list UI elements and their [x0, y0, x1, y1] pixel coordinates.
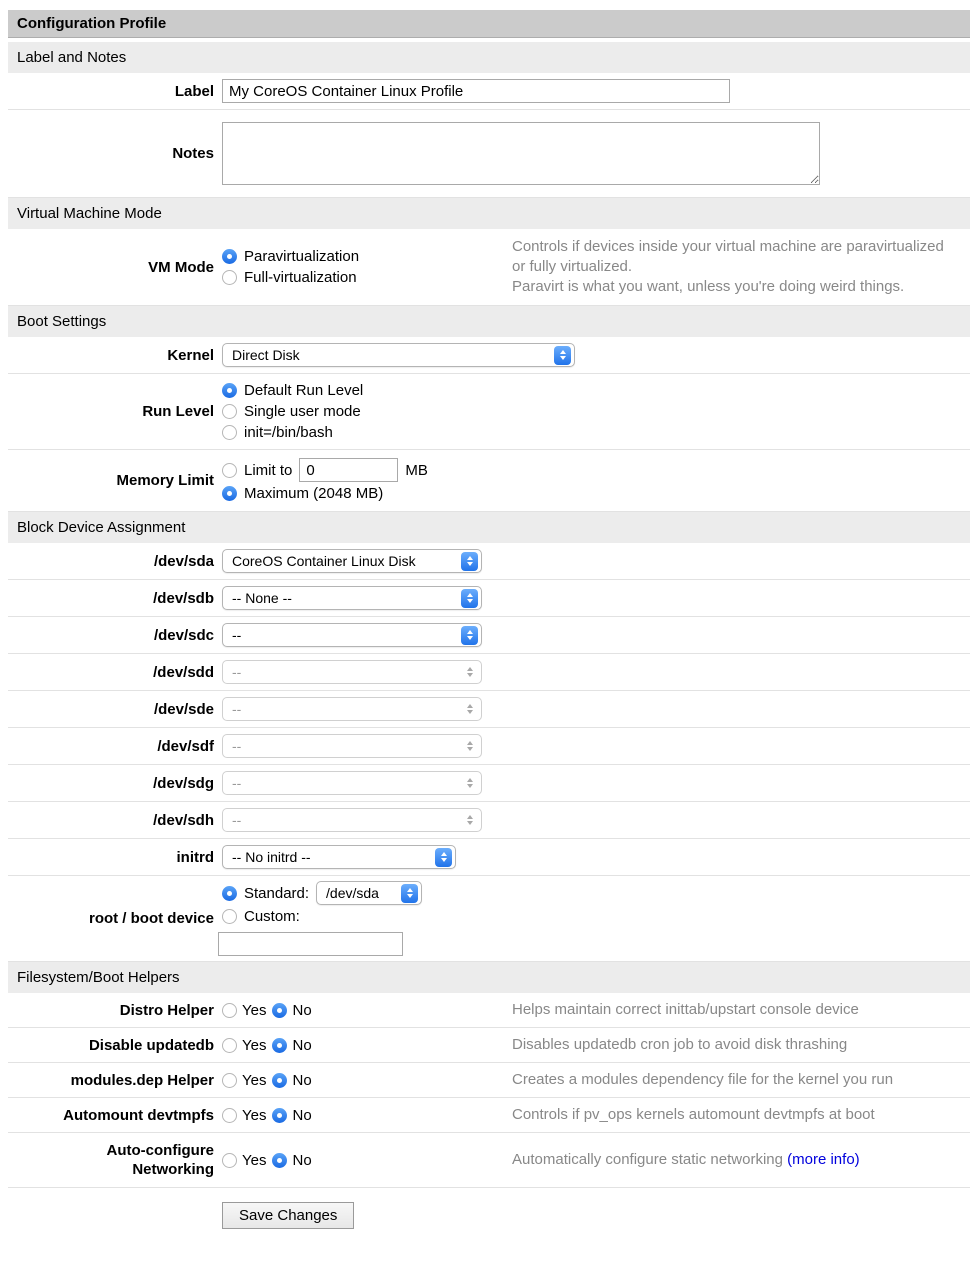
automount-devtmpfs-no[interactable] — [272, 1106, 311, 1125]
dev-sdh-control — [222, 808, 482, 832]
disable-updatedb-label: Disable updatedb — [88, 1036, 214, 1054]
option-label: Yes — [242, 1151, 267, 1169]
modules-dep-helper-radio-group — [222, 1071, 504, 1090]
memory-unit-label: MB — [405, 461, 428, 479]
dev-sde-select — [222, 697, 482, 721]
radio-icon — [222, 1038, 237, 1053]
option-label: No — [292, 1036, 312, 1054]
root-boot-option-standard — [222, 881, 422, 905]
help-text: Controls if devices inside your virtual machine are paravirtualized or fully virtualized. — [512, 238, 944, 275]
notes-row — [8, 110, 970, 198]
memory-limit-control — [222, 458, 428, 503]
radio-icon — [222, 404, 237, 419]
notes-control — [222, 122, 820, 185]
dev-sda-row — [8, 543, 970, 580]
option-label: No — [292, 1151, 312, 1169]
more-info-link[interactable]: (more info) — [787, 1151, 860, 1168]
memory-limit-option-maximum[interactable] — [222, 484, 428, 503]
radio-icon — [222, 270, 237, 285]
option-label: Yes — [242, 1001, 267, 1019]
page-title: Configuration Profile — [8, 10, 970, 38]
dev-sdh-label: /dev/sdh — [153, 811, 214, 829]
distro-helper-control — [222, 1001, 504, 1020]
select-value: -- — [232, 812, 242, 828]
kernel-label: Kernel — [167, 346, 214, 364]
root-boot-device-control — [222, 881, 422, 956]
section-virtual-machine-mode: Virtual Machine Mode — [8, 198, 970, 229]
radio-icon — [222, 486, 237, 501]
disable-updatedb-no[interactable] — [272, 1036, 311, 1055]
auto-configure-networking-row — [8, 1133, 970, 1188]
label-row — [8, 73, 970, 110]
radio-icon[interactable] — [222, 886, 237, 901]
configuration-profile-form — [8, 10, 970, 1229]
radio-icon — [272, 1108, 287, 1123]
initrd-select[interactable] — [222, 845, 456, 869]
auto-configure-networking-radio-group — [222, 1151, 504, 1170]
radio-icon — [222, 909, 237, 924]
modules-dep-helper-no[interactable] — [272, 1071, 311, 1090]
radio-icon — [272, 1073, 287, 1088]
notes-textarea[interactable] — [222, 122, 820, 185]
dev-sdg-label: /dev/sdg — [153, 774, 214, 792]
radio-icon — [272, 1038, 287, 1053]
auto-configure-networking-help — [512, 1150, 958, 1170]
dev-sdd-select — [222, 660, 482, 684]
select-stepper-icon — [461, 589, 478, 608]
dev-sdh-select — [222, 808, 482, 832]
label-control — [222, 79, 730, 103]
dev-sdf-label: /dev/sdf — [157, 737, 214, 755]
vm-mode-help — [512, 237, 958, 297]
select-value: CoreOS Container Linux Disk — [232, 553, 416, 569]
select-stepper-icon — [435, 848, 452, 867]
option-label: Single user mode — [244, 403, 361, 420]
dev-sde-label: /dev/sde — [153, 700, 214, 718]
dev-sdc-select[interactable] — [222, 623, 482, 647]
dev-sdd-row — [8, 654, 970, 691]
option-label: Yes — [242, 1036, 267, 1054]
memory-limit-option-limit — [222, 458, 428, 482]
option-label: No — [292, 1001, 312, 1019]
option-label: Limit to — [244, 461, 293, 479]
option-label: Default Run Level — [244, 382, 364, 399]
option-label: Standard: — [244, 884, 310, 902]
radio-icon — [222, 383, 237, 398]
select-stepper-icon — [401, 884, 418, 903]
initrd-row — [8, 839, 970, 876]
select-value: -- — [232, 627, 242, 643]
memory-limit-radio-group — [222, 458, 428, 503]
select-stepper-icon — [461, 663, 478, 682]
radio-icon — [222, 425, 237, 440]
root-boot-custom-input[interactable] — [218, 932, 403, 956]
select-stepper-icon — [461, 700, 478, 719]
modules-dep-helper-control — [222, 1071, 504, 1090]
help-text: Automatically configure static networking — [512, 1151, 783, 1168]
option-label: Yes — [242, 1106, 267, 1124]
run-level-row — [8, 374, 970, 450]
vm-mode-control — [222, 247, 504, 287]
radio-icon — [222, 1073, 237, 1088]
automount-devtmpfs-help: Controls if pv_ops kernels automount devtmpfs at boot — [512, 1106, 875, 1123]
select-stepper-icon — [461, 552, 478, 571]
dev-sda-control — [222, 549, 482, 573]
select-value: Direct Disk — [232, 347, 300, 363]
select-value: -- — [232, 775, 242, 791]
option-label: init=/bin/bash — [244, 424, 333, 441]
dev-sda-label: /dev/sda — [153, 552, 214, 570]
kernel-select[interactable] — [222, 343, 575, 367]
initrd-label: initrd — [176, 848, 214, 866]
select-stepper-icon — [461, 811, 478, 830]
kernel-control — [222, 343, 575, 367]
dev-sdg-control — [222, 771, 482, 795]
dev-sdf-row — [8, 728, 970, 765]
root-boot-radio-group — [222, 881, 422, 956]
initrd-control — [222, 845, 456, 869]
option-label: Yes — [242, 1071, 267, 1089]
distro-helper-no[interactable] — [272, 1001, 311, 1020]
option-label: Full-virtualization — [244, 269, 357, 286]
automount-devtmpfs-row — [8, 1098, 970, 1133]
disable-updatedb-help: Disables updatedb cron job to avoid disk thrashing — [512, 1036, 848, 1053]
modules-dep-helper-yes[interactable] — [222, 1071, 266, 1090]
automount-devtmpfs-yes[interactable] — [222, 1106, 266, 1125]
save-row — [8, 1188, 970, 1229]
memory-limit-input[interactable] — [299, 458, 398, 482]
select-stepper-icon — [461, 774, 478, 793]
vm-mode-radio-group — [222, 247, 504, 287]
disable-updatedb-row — [8, 1028, 970, 1063]
radio-icon — [222, 1003, 237, 1018]
radio-icon — [222, 249, 237, 264]
dev-sdc-row — [8, 617, 970, 654]
radio-icon — [272, 1153, 287, 1168]
vm-mode-label: VM Mode — [148, 258, 214, 276]
distro-helper-row — [8, 993, 970, 1028]
help-text: Paravirt is what you want, unless you're doing weird things. — [512, 278, 905, 295]
root-boot-option-custom[interactable] — [222, 907, 422, 926]
section-boot-settings: Boot Settings — [8, 306, 970, 337]
option-label: No — [292, 1106, 312, 1124]
select-value: -- — [232, 701, 242, 717]
dev-sdd-control — [222, 660, 482, 684]
dev-sdh-row — [8, 802, 970, 839]
section-label-and-notes: Label and Notes — [8, 42, 970, 73]
notes-field-label: Notes — [172, 145, 214, 162]
dev-sdb-control — [222, 586, 482, 610]
auto-configure-networking-yes[interactable] — [222, 1151, 266, 1170]
select-value: -- — [232, 738, 242, 754]
auto-configure-networking-label: Auto-configure Networking — [106, 1142, 214, 1178]
distro-helper-help: Helps maintain correct inittab/upstart console device — [512, 1001, 859, 1018]
option-label: Maximum (2048 MB) — [244, 485, 384, 502]
root-boot-standard-select[interactable] — [316, 881, 422, 905]
option-label: Paravirtualization — [244, 248, 360, 265]
dev-sdf-select — [222, 734, 482, 758]
label-input[interactable] — [222, 79, 730, 103]
kernel-row — [8, 337, 970, 374]
modules-dep-helper-help: Creates a modules dependency file for the kernel you run — [512, 1071, 894, 1088]
run-level-option-init-bash[interactable] — [222, 423, 363, 442]
radio-icon[interactable] — [222, 463, 237, 478]
section-filesystem-boot-helpers: Filesystem/Boot Helpers — [8, 962, 970, 993]
root-boot-device-label: root / boot device — [88, 910, 214, 927]
memory-limit-row — [8, 450, 970, 512]
select-value: -- No initrd -- — [232, 849, 311, 865]
modules-dep-helper-row — [8, 1063, 970, 1098]
dev-sdf-control — [222, 734, 482, 758]
label-field-label: Label — [174, 82, 214, 100]
dev-sdb-row — [8, 580, 970, 617]
dev-sda-select[interactable] — [222, 549, 482, 573]
radio-icon — [222, 1153, 237, 1168]
select-value: -- — [232, 664, 242, 680]
run-level-control — [222, 381, 363, 442]
run-level-radio-group — [222, 381, 363, 442]
select-stepper-icon — [461, 737, 478, 756]
select-stepper-icon — [554, 346, 571, 365]
dev-sdc-control — [222, 623, 482, 647]
disable-updatedb-control — [222, 1036, 504, 1055]
auto-configure-networking-control — [222, 1151, 504, 1170]
select-stepper-icon — [461, 626, 478, 645]
option-label: No — [292, 1071, 312, 1089]
distro-helper-radio-group — [222, 1001, 504, 1020]
run-level-label: Run Level — [142, 403, 214, 420]
dev-sdb-label: /dev/sdb — [153, 589, 214, 607]
automount-devtmpfs-radio-group — [222, 1106, 504, 1125]
auto-configure-networking-no[interactable] — [272, 1151, 311, 1170]
dev-sdd-label: /dev/sdd — [153, 663, 214, 681]
dev-sdg-row — [8, 765, 970, 802]
distro-helper-label: Distro Helper — [119, 1001, 214, 1019]
save-changes-button[interactable]: Save Changes — [222, 1202, 354, 1229]
vm-mode-option-paravirtualization[interactable] — [222, 247, 504, 266]
disable-updatedb-yes[interactable] — [222, 1036, 266, 1055]
automount-devtmpfs-control — [222, 1106, 504, 1125]
distro-helper-yes[interactable] — [222, 1001, 266, 1020]
root-boot-device-row — [8, 876, 970, 962]
run-level-option-default[interactable] — [222, 381, 363, 400]
vm-mode-option-full-virtualization[interactable] — [222, 268, 504, 287]
dev-sdb-select[interactable] — [222, 586, 482, 610]
option-label: Custom: — [244, 908, 300, 925]
modules-dep-helper-label: modules.dep Helper — [70, 1071, 214, 1089]
run-level-option-single-user[interactable] — [222, 402, 363, 421]
vm-mode-row — [8, 229, 970, 306]
radio-icon — [272, 1003, 287, 1018]
dev-sdc-label: /dev/sdc — [153, 626, 214, 644]
radio-icon — [222, 1108, 237, 1123]
dev-sdg-select — [222, 771, 482, 795]
memory-limit-label: Memory Limit — [116, 472, 214, 489]
select-value: -- None -- — [232, 590, 292, 606]
dev-sde-row — [8, 691, 970, 728]
disable-updatedb-radio-group — [222, 1036, 504, 1055]
section-block-device-assignment: Block Device Assignment — [8, 512, 970, 543]
automount-devtmpfs-label: Automount devtmpfs — [63, 1106, 214, 1124]
select-value: /dev/sda — [326, 884, 379, 901]
dev-sde-control — [222, 697, 482, 721]
